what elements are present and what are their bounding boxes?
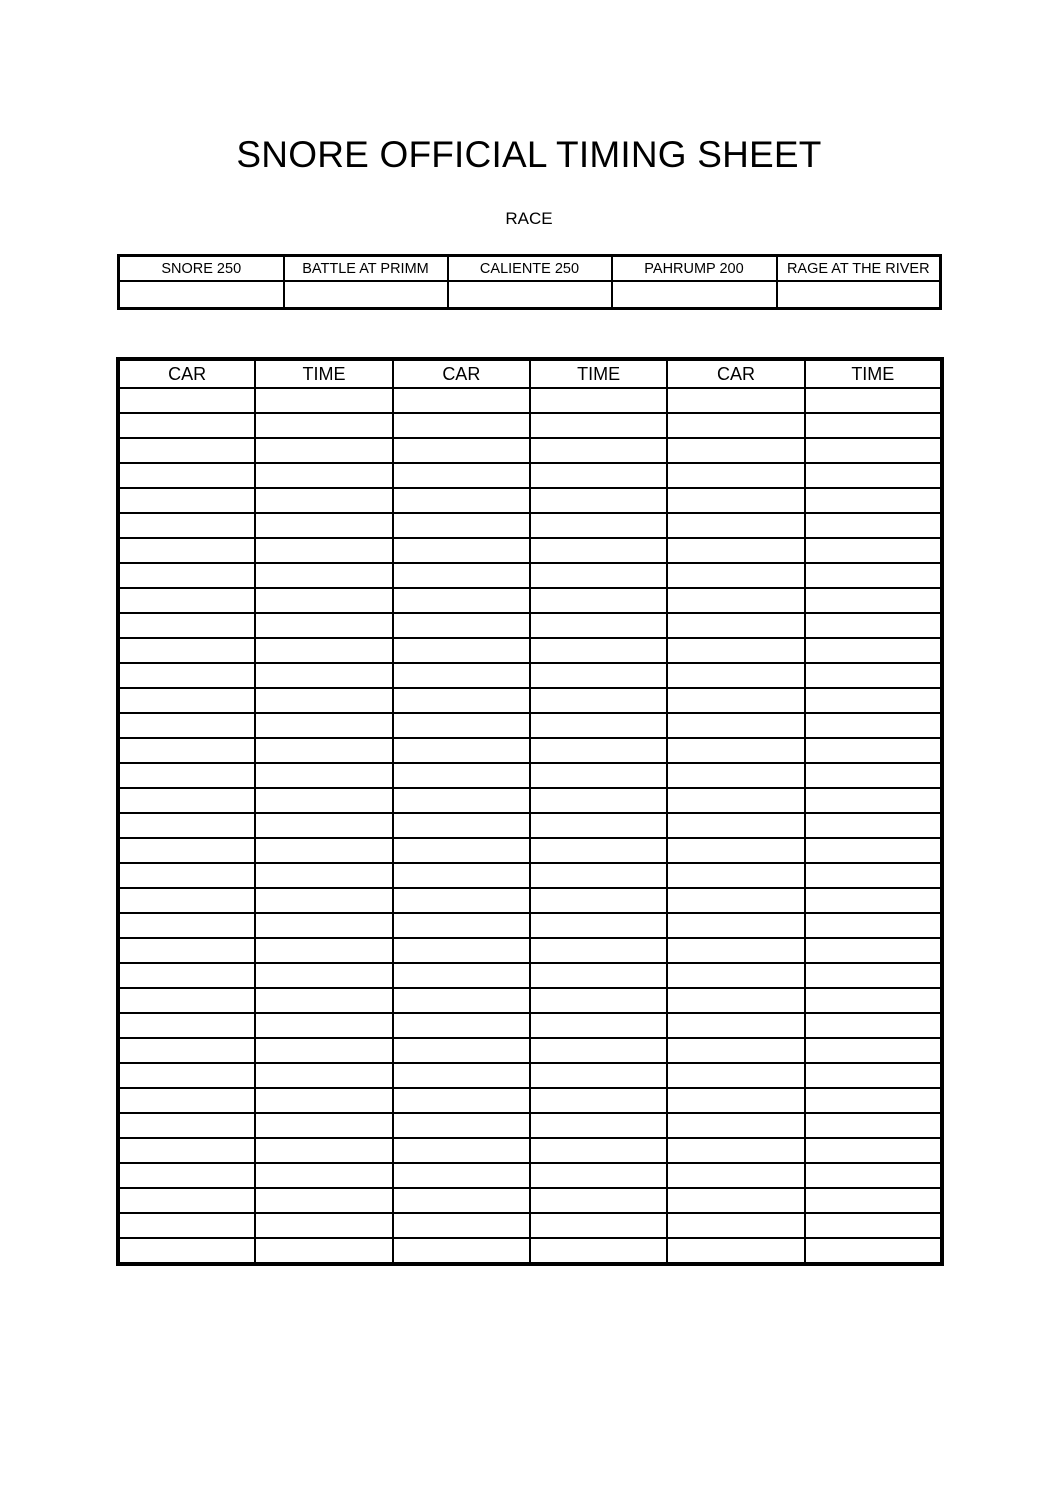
time-entry-cell[interactable]	[530, 1163, 667, 1188]
car-entry-cell[interactable]	[118, 863, 255, 888]
time-column-header: TIME	[255, 359, 392, 388]
time-entry-cell[interactable]	[805, 1163, 942, 1188]
time-entry-cell[interactable]	[805, 1088, 942, 1113]
car-entry-cell[interactable]	[118, 688, 255, 713]
car-entry-cell[interactable]	[393, 938, 530, 963]
time-entry-cell[interactable]	[255, 788, 392, 813]
time-entry-cell[interactable]	[805, 413, 942, 438]
car-entry-cell[interactable]	[393, 513, 530, 538]
time-entry-cell[interactable]	[530, 588, 667, 613]
timing-row	[118, 538, 942, 563]
car-entry-cell[interactable]	[667, 938, 804, 963]
time-entry-cell[interactable]	[805, 813, 942, 838]
time-entry-cell[interactable]	[255, 588, 392, 613]
time-entry-cell[interactable]	[805, 913, 942, 938]
time-entry-cell[interactable]	[805, 1213, 942, 1238]
time-entry-cell[interactable]	[530, 513, 667, 538]
car-entry-cell[interactable]	[393, 488, 530, 513]
time-entry-cell[interactable]	[530, 788, 667, 813]
time-entry-cell[interactable]	[805, 963, 942, 988]
car-entry-cell[interactable]	[667, 1113, 804, 1138]
car-entry-cell[interactable]	[667, 1038, 804, 1063]
time-entry-cell[interactable]	[255, 463, 392, 488]
page-title: SNORE OFFICIAL TIMING SHEET	[236, 134, 822, 175]
car-entry-cell[interactable]	[118, 988, 255, 1013]
car-entry-cell[interactable]	[393, 1013, 530, 1038]
time-entry-cell[interactable]	[530, 1013, 667, 1038]
time-entry-cell[interactable]	[255, 438, 392, 463]
time-entry-cell[interactable]	[255, 538, 392, 563]
race-mark-cell[interactable]	[612, 281, 777, 309]
time-entry-cell[interactable]	[530, 613, 667, 638]
time-entry-cell[interactable]	[530, 463, 667, 488]
time-entry-cell[interactable]	[530, 913, 667, 938]
time-entry-cell[interactable]	[805, 1063, 942, 1088]
car-entry-cell[interactable]	[393, 738, 530, 763]
time-entry-cell[interactable]	[530, 1088, 667, 1113]
car-entry-cell[interactable]	[118, 913, 255, 938]
time-entry-cell[interactable]	[530, 838, 667, 863]
car-entry-cell[interactable]	[393, 788, 530, 813]
car-entry-cell[interactable]	[118, 413, 255, 438]
race-mark-cell[interactable]	[119, 281, 284, 309]
time-entry-cell[interactable]	[255, 1163, 392, 1188]
time-entry-cell[interactable]	[255, 813, 392, 838]
car-entry-cell[interactable]	[667, 838, 804, 863]
car-entry-cell[interactable]	[118, 463, 255, 488]
car-entry-cell[interactable]	[667, 888, 804, 913]
car-entry-cell[interactable]	[118, 1038, 255, 1063]
time-entry-cell[interactable]	[805, 988, 942, 1013]
time-entry-cell[interactable]	[530, 1063, 667, 1088]
timing-row	[118, 838, 942, 863]
time-entry-cell[interactable]	[255, 388, 392, 413]
car-entry-cell[interactable]	[393, 1188, 530, 1213]
time-entry-cell[interactable]	[255, 1213, 392, 1238]
car-entry-cell[interactable]	[393, 1238, 530, 1264]
car-entry-cell[interactable]	[667, 663, 804, 688]
car-entry-cell[interactable]	[118, 1113, 255, 1138]
race-mark-cell[interactable]	[284, 281, 448, 309]
car-entry-cell[interactable]	[118, 1238, 255, 1264]
car-entry-cell[interactable]	[118, 563, 255, 588]
car-entry-cell[interactable]	[118, 438, 255, 463]
car-entry-cell[interactable]	[667, 738, 804, 763]
time-entry-cell[interactable]	[805, 763, 942, 788]
timing-row	[118, 1238, 942, 1264]
time-column-header: TIME	[805, 359, 942, 388]
car-entry-cell[interactable]	[667, 863, 804, 888]
timing-row	[118, 863, 942, 888]
time-entry-cell[interactable]	[530, 1113, 667, 1138]
car-entry-cell[interactable]	[118, 513, 255, 538]
car-entry-cell[interactable]	[393, 963, 530, 988]
car-entry-cell[interactable]	[393, 1038, 530, 1063]
car-entry-cell[interactable]	[393, 388, 530, 413]
car-entry-cell[interactable]	[118, 738, 255, 763]
time-entry-cell[interactable]	[805, 1238, 942, 1264]
timing-row	[118, 738, 942, 763]
time-entry-cell[interactable]	[530, 863, 667, 888]
race-name-cell: SNORE 250	[119, 256, 284, 282]
race-names-row	[119, 256, 941, 282]
car-entry-cell[interactable]	[667, 388, 804, 413]
car-entry-cell[interactable]	[393, 1063, 530, 1088]
time-entry-cell[interactable]	[805, 788, 942, 813]
car-entry-cell[interactable]	[118, 1163, 255, 1188]
time-entry-cell[interactable]	[255, 988, 392, 1013]
car-entry-cell[interactable]	[118, 1188, 255, 1213]
time-entry-cell[interactable]	[805, 388, 942, 413]
time-entry-cell[interactable]	[255, 1013, 392, 1038]
time-entry-cell[interactable]	[530, 663, 667, 688]
car-entry-cell[interactable]	[118, 1088, 255, 1113]
car-entry-cell[interactable]	[667, 713, 804, 738]
car-entry-cell[interactable]	[667, 913, 804, 938]
car-entry-cell[interactable]	[118, 1013, 255, 1038]
car-entry-cell[interactable]	[393, 1138, 530, 1163]
timing-row	[118, 663, 942, 688]
time-entry-cell[interactable]	[255, 713, 392, 738]
race-name-cell: RAGE AT THE RIVER	[777, 256, 941, 282]
car-entry-cell[interactable]	[667, 788, 804, 813]
timing-row	[118, 688, 942, 713]
time-entry-cell[interactable]	[255, 863, 392, 888]
timing-row	[118, 1138, 942, 1163]
car-entry-cell[interactable]	[393, 1163, 530, 1188]
car-entry-cell[interactable]	[667, 1213, 804, 1238]
car-entry-cell[interactable]	[118, 788, 255, 813]
car-entry-cell[interactable]	[118, 588, 255, 613]
car-entry-cell[interactable]	[118, 1213, 255, 1238]
car-entry-cell[interactable]	[667, 963, 804, 988]
timing-row	[118, 563, 942, 588]
car-entry-cell[interactable]	[118, 938, 255, 963]
car-entry-cell[interactable]	[393, 988, 530, 1013]
timing-row	[118, 913, 942, 938]
time-entry-cell[interactable]	[805, 1113, 942, 1138]
time-entry-cell[interactable]	[530, 738, 667, 763]
time-entry-cell[interactable]	[805, 463, 942, 488]
time-entry-cell[interactable]	[530, 488, 667, 513]
timing-row	[118, 888, 942, 913]
car-entry-cell[interactable]	[393, 1088, 530, 1113]
timing-row	[118, 1063, 942, 1088]
time-entry-cell[interactable]	[805, 1188, 942, 1213]
timing-row	[118, 963, 942, 988]
car-entry-cell[interactable]	[393, 663, 530, 688]
car-entry-cell[interactable]	[667, 763, 804, 788]
race-mark-row	[119, 281, 941, 309]
time-entry-cell[interactable]	[255, 1063, 392, 1088]
car-entry-cell[interactable]	[118, 763, 255, 788]
time-entry-cell[interactable]	[805, 488, 942, 513]
time-entry-cell[interactable]	[805, 438, 942, 463]
time-entry-cell[interactable]	[530, 1188, 667, 1213]
time-entry-cell[interactable]	[255, 1188, 392, 1213]
car-entry-cell[interactable]	[393, 913, 530, 938]
car-entry-cell[interactable]	[393, 1113, 530, 1138]
time-entry-cell[interactable]	[530, 438, 667, 463]
car-entry-cell[interactable]	[393, 763, 530, 788]
car-entry-cell[interactable]	[393, 713, 530, 738]
time-entry-cell[interactable]	[530, 1213, 667, 1238]
race-name-cell: CALIENTE 250	[448, 256, 612, 282]
time-entry-cell[interactable]	[255, 738, 392, 763]
time-entry-cell[interactable]	[255, 763, 392, 788]
timing-row	[118, 1213, 942, 1238]
time-entry-cell[interactable]	[255, 888, 392, 913]
time-entry-cell[interactable]	[805, 1138, 942, 1163]
time-entry-cell[interactable]	[805, 713, 942, 738]
car-entry-cell[interactable]	[667, 1063, 804, 1088]
car-entry-cell[interactable]	[667, 813, 804, 838]
time-entry-cell[interactable]	[255, 513, 392, 538]
timing-row	[118, 1013, 942, 1038]
car-entry-cell[interactable]	[393, 838, 530, 863]
timing-row	[118, 488, 942, 513]
time-entry-cell[interactable]	[805, 663, 942, 688]
car-entry-cell[interactable]	[667, 1138, 804, 1163]
time-entry-cell[interactable]	[255, 1088, 392, 1113]
car-entry-cell[interactable]	[118, 813, 255, 838]
car-entry-cell[interactable]	[393, 638, 530, 663]
time-entry-cell[interactable]	[255, 963, 392, 988]
timing-row	[118, 938, 942, 963]
time-entry-cell[interactable]	[530, 888, 667, 913]
car-column-header: CAR	[667, 359, 804, 388]
car-entry-cell[interactable]	[393, 813, 530, 838]
time-entry-cell[interactable]	[255, 563, 392, 588]
time-entry-cell[interactable]	[530, 963, 667, 988]
time-entry-cell[interactable]	[255, 1238, 392, 1264]
car-entry-cell[interactable]	[667, 563, 804, 588]
time-entry-cell[interactable]	[530, 938, 667, 963]
timing-row	[118, 1088, 942, 1113]
race-name-cell: BATTLE AT PRIMM	[284, 256, 448, 282]
car-entry-cell[interactable]	[118, 613, 255, 638]
time-entry-cell[interactable]	[805, 838, 942, 863]
time-entry-cell[interactable]	[530, 388, 667, 413]
race-name-cell: PAHRUMP 200	[612, 256, 777, 282]
time-entry-cell[interactable]	[255, 938, 392, 963]
time-entry-cell[interactable]	[255, 1113, 392, 1138]
car-entry-cell[interactable]	[667, 638, 804, 663]
time-entry-cell[interactable]	[255, 613, 392, 638]
car-entry-cell[interactable]	[667, 1188, 804, 1213]
car-entry-cell[interactable]	[667, 1013, 804, 1038]
car-entry-cell[interactable]	[393, 613, 530, 638]
car-entry-cell[interactable]	[393, 438, 530, 463]
time-entry-cell[interactable]	[805, 613, 942, 638]
car-entry-cell[interactable]	[118, 963, 255, 988]
timing-row	[118, 613, 942, 638]
time-entry-cell[interactable]	[805, 1038, 942, 1063]
car-entry-cell[interactable]	[667, 463, 804, 488]
car-entry-cell[interactable]	[118, 663, 255, 688]
car-entry-cell[interactable]	[667, 688, 804, 713]
car-entry-cell[interactable]	[667, 413, 804, 438]
time-entry-cell[interactable]	[255, 1138, 392, 1163]
timing-header-row	[118, 359, 942, 388]
car-entry-cell[interactable]	[667, 613, 804, 638]
time-entry-cell[interactable]	[805, 863, 942, 888]
car-entry-cell[interactable]	[667, 1088, 804, 1113]
time-entry-cell[interactable]	[530, 413, 667, 438]
car-entry-cell[interactable]	[667, 538, 804, 563]
race-selection-table	[117, 254, 942, 310]
time-entry-cell[interactable]	[805, 738, 942, 763]
timing-row	[118, 788, 942, 813]
time-entry-cell[interactable]	[805, 938, 942, 963]
time-entry-cell[interactable]	[530, 1238, 667, 1264]
car-entry-cell[interactable]	[667, 988, 804, 1013]
time-column-header: TIME	[530, 359, 667, 388]
race-label: RACE	[505, 209, 553, 228]
car-entry-cell[interactable]	[393, 1213, 530, 1238]
car-entry-cell[interactable]	[667, 1238, 804, 1264]
timing-row	[118, 1188, 942, 1213]
time-entry-cell[interactable]	[255, 838, 392, 863]
timing-row	[118, 1038, 942, 1063]
time-entry-cell[interactable]	[530, 1038, 667, 1063]
time-entry-cell[interactable]	[530, 763, 667, 788]
time-entry-cell[interactable]	[805, 563, 942, 588]
car-entry-cell[interactable]	[118, 388, 255, 413]
car-entry-cell[interactable]	[393, 888, 530, 913]
time-entry-cell[interactable]	[530, 713, 667, 738]
race-mark-cell[interactable]	[448, 281, 612, 309]
time-entry-cell[interactable]	[255, 913, 392, 938]
car-entry-cell[interactable]	[118, 538, 255, 563]
time-entry-cell[interactable]	[255, 688, 392, 713]
car-entry-cell[interactable]	[667, 588, 804, 613]
time-entry-cell[interactable]	[805, 513, 942, 538]
car-entry-cell[interactable]	[393, 413, 530, 438]
car-column-header: CAR	[118, 359, 255, 388]
time-entry-cell[interactable]	[805, 538, 942, 563]
car-entry-cell[interactable]	[393, 463, 530, 488]
car-entry-cell[interactable]	[118, 1063, 255, 1088]
time-entry-cell[interactable]	[530, 563, 667, 588]
car-entry-cell[interactable]	[393, 588, 530, 613]
timing-row	[118, 413, 942, 438]
race-mark-cell[interactable]	[777, 281, 941, 309]
time-entry-cell[interactable]	[255, 1038, 392, 1063]
timing-row	[118, 588, 942, 613]
car-entry-cell[interactable]	[118, 488, 255, 513]
timing-row	[118, 763, 942, 788]
car-entry-cell[interactable]	[393, 688, 530, 713]
timing-row	[118, 463, 942, 488]
timing-row	[118, 1113, 942, 1138]
timing-row	[118, 813, 942, 838]
car-entry-cell[interactable]	[667, 513, 804, 538]
timing-row	[118, 1163, 942, 1188]
timing-row	[118, 513, 942, 538]
time-entry-cell[interactable]	[805, 588, 942, 613]
timing-row	[118, 388, 942, 413]
timing-row	[118, 988, 942, 1013]
time-entry-cell[interactable]	[530, 1138, 667, 1163]
car-entry-cell[interactable]	[118, 638, 255, 663]
time-entry-cell[interactable]	[530, 638, 667, 663]
car-entry-cell[interactable]	[118, 1138, 255, 1163]
time-entry-cell[interactable]	[530, 688, 667, 713]
car-entry-cell[interactable]	[393, 563, 530, 588]
time-entry-cell[interactable]	[530, 988, 667, 1013]
time-entry-cell[interactable]	[530, 813, 667, 838]
time-entry-cell[interactable]	[805, 688, 942, 713]
time-entry-cell[interactable]	[255, 638, 392, 663]
timing-row	[118, 438, 942, 463]
car-entry-cell[interactable]	[118, 888, 255, 913]
time-entry-cell[interactable]	[255, 413, 392, 438]
time-entry-cell[interactable]	[805, 888, 942, 913]
car-entry-cell[interactable]	[667, 488, 804, 513]
car-entry-cell[interactable]	[393, 863, 530, 888]
time-entry-cell[interactable]	[255, 488, 392, 513]
timing-row	[118, 638, 942, 663]
time-entry-cell[interactable]	[530, 538, 667, 563]
car-entry-cell[interactable]	[393, 538, 530, 563]
car-column-header: CAR	[393, 359, 530, 388]
timing-row	[118, 713, 942, 738]
timing-table	[116, 357, 944, 1266]
time-entry-cell[interactable]	[255, 663, 392, 688]
car-entry-cell[interactable]	[118, 713, 255, 738]
car-entry-cell[interactable]	[118, 838, 255, 863]
car-entry-cell[interactable]	[667, 1163, 804, 1188]
car-entry-cell[interactable]	[667, 438, 804, 463]
time-entry-cell[interactable]	[805, 638, 942, 663]
time-entry-cell[interactable]	[805, 1013, 942, 1038]
